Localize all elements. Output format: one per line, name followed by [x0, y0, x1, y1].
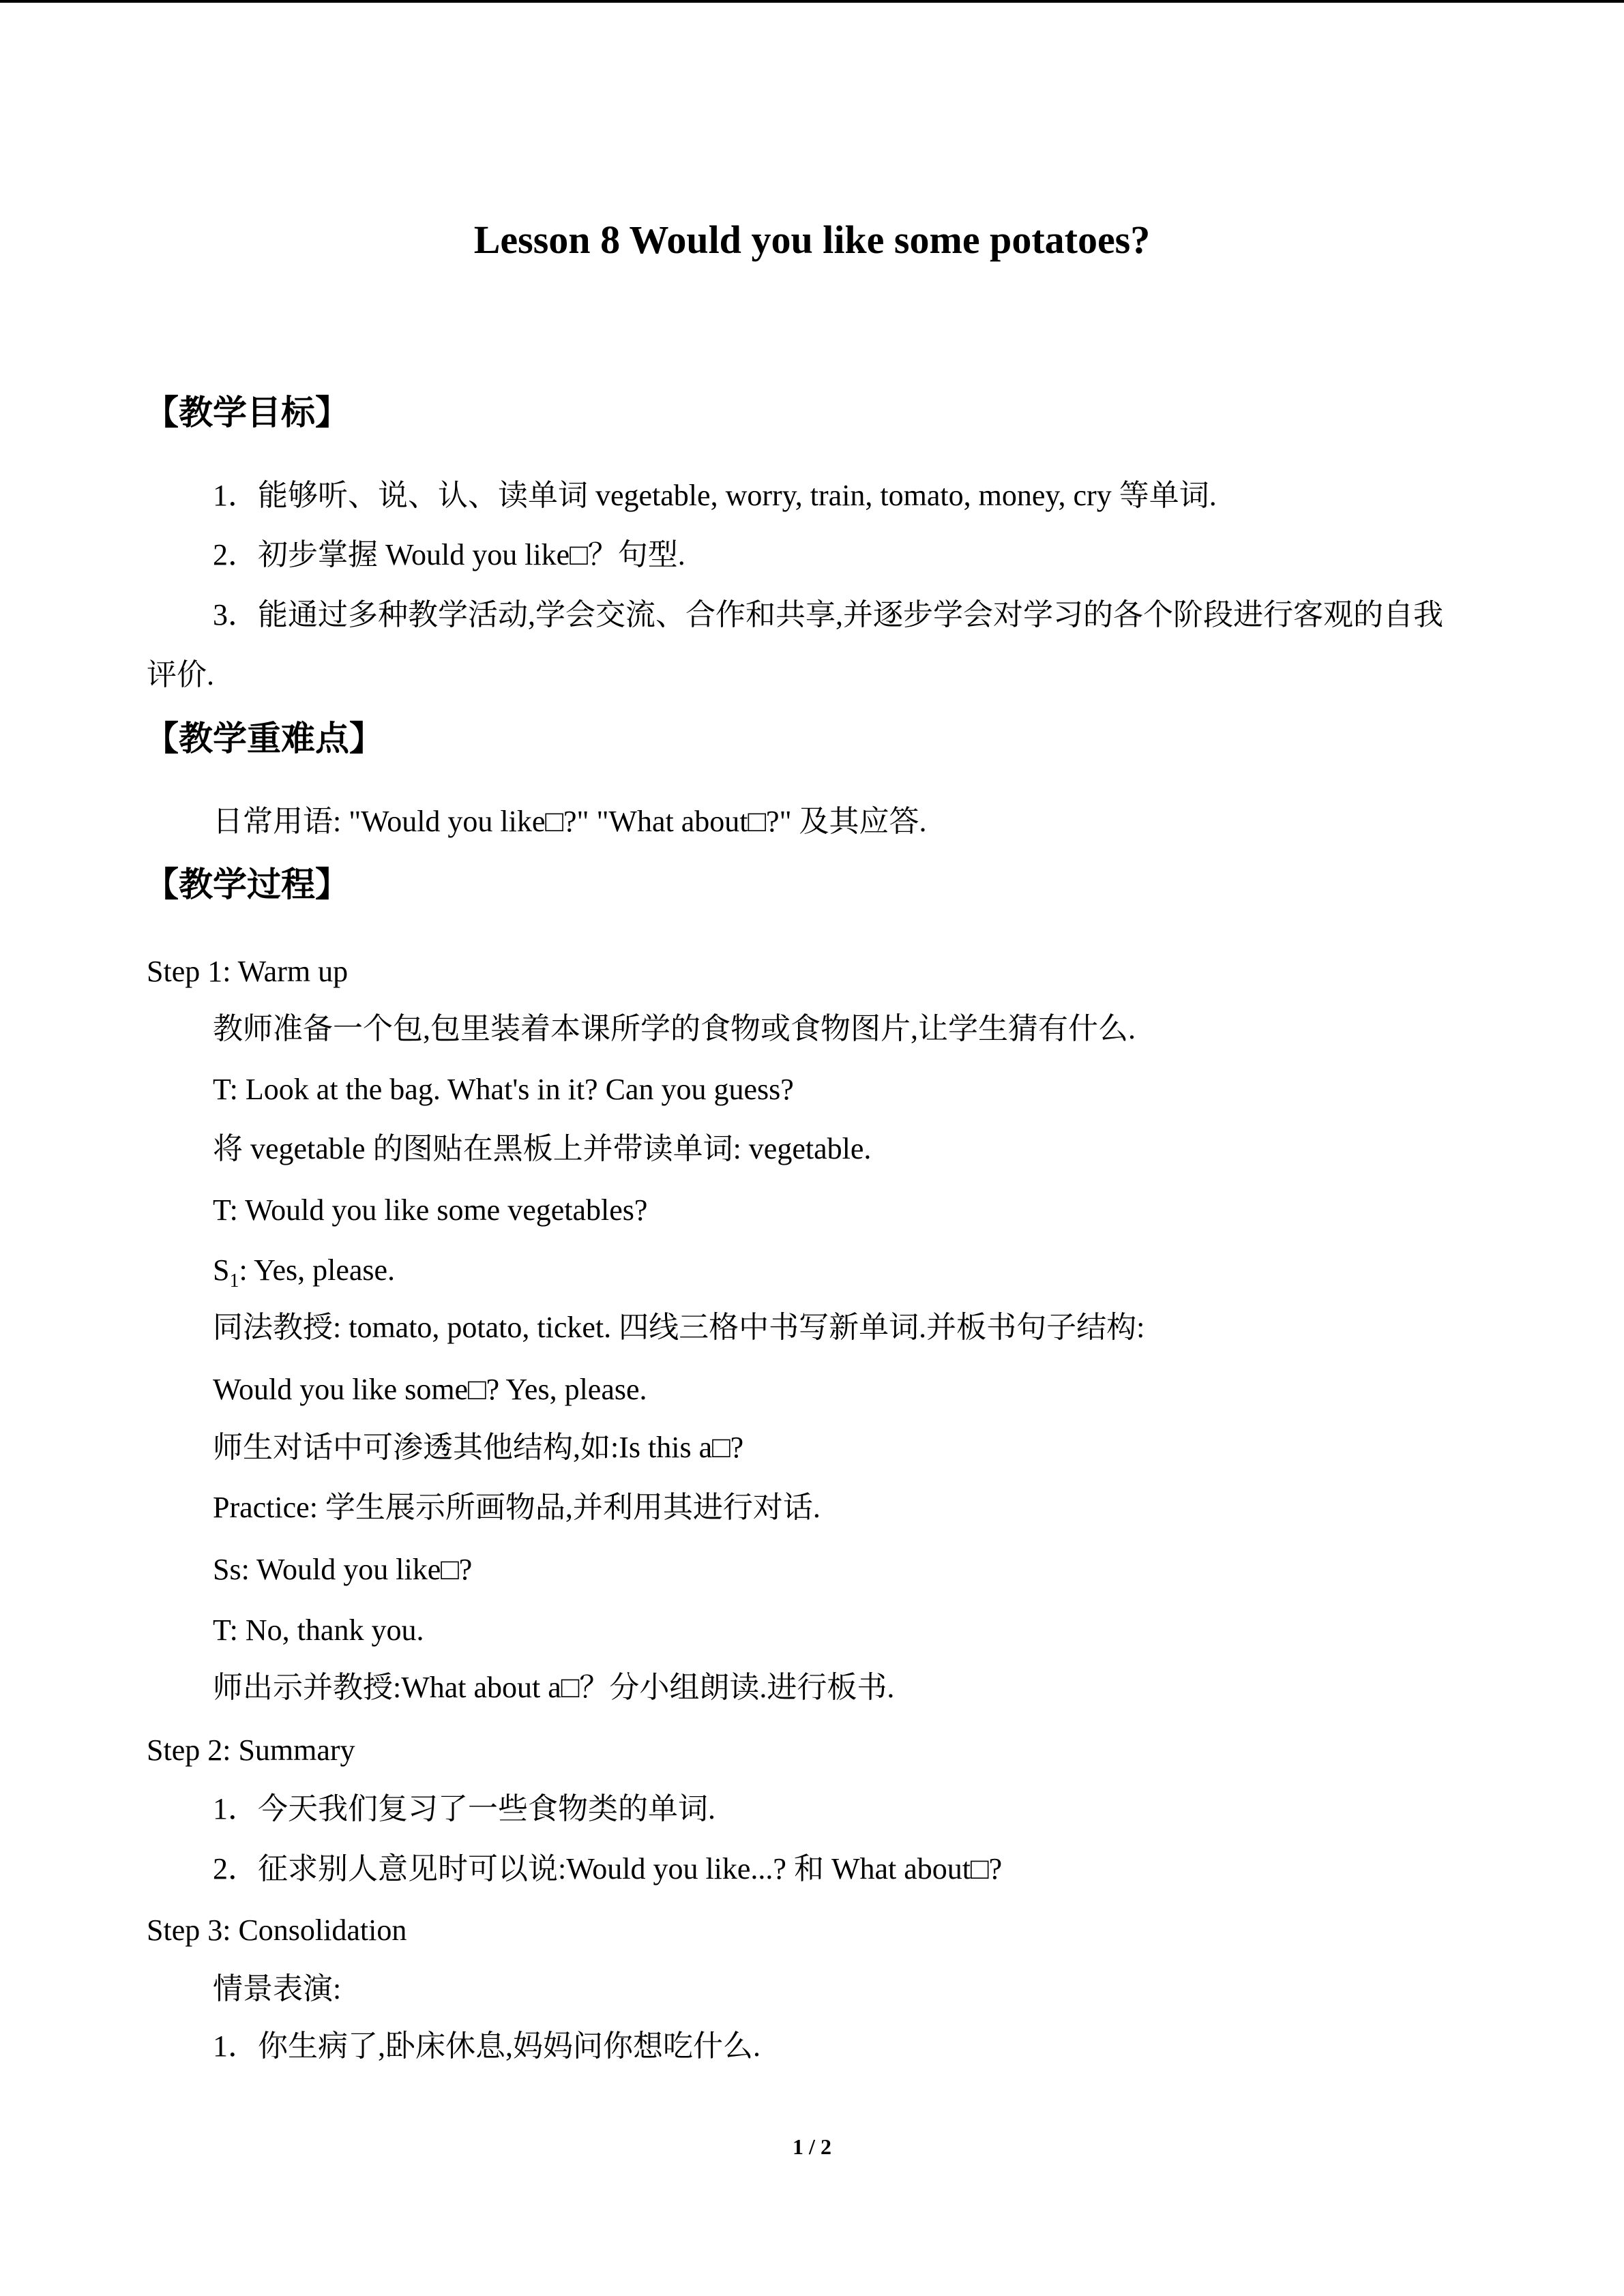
objective-1: 1．能够听、说、认、读单词 vegetable, worry, train, tomato, money, cry 等单词. — [213, 479, 1217, 512]
objective-3: 3．能通过多种教学活动,学会交流、合作和共享,并逐步学会对学习的各个阶段进行客观的自我评价. — [147, 598, 1443, 691]
step1-line-9: Ss: Would you like□? — [213, 1553, 473, 1586]
step1-line-8: Practice: 学生展示所画物品,并利用其进行对话. — [213, 1491, 821, 1524]
step3-line-2: 1．你生病了,卧床休息,妈妈问你想吃什么. — [213, 2029, 761, 2063]
step1-line-6: Would you like some□? Yes, please. — [213, 1373, 647, 1406]
step1-line-1: 教师准备一个包,包里装着本课所学的食物或食物图片,让学生猜有什么. — [213, 1012, 1136, 1045]
key-points-heading: 【教学重难点】 — [145, 719, 383, 758]
lesson-title: Lesson 8 Would you like some potatoes? — [473, 218, 1151, 262]
objectives-heading: 【教学目标】 — [145, 393, 349, 432]
step3-line-1: 情景表演: — [213, 1972, 342, 2006]
process-heading: 【教学过程】 — [145, 865, 349, 904]
top-border-line — [0, 0, 1624, 3]
objective-2: 2．初步掌握 Would you like□？句型. — [213, 538, 685, 571]
step1-line-10: T: No, thank you. — [213, 1613, 424, 1647]
step1-s1-line — [213, 1249, 395, 1302]
step2-line-1: 1．今天我们复习了一些食物类的单词. — [213, 1792, 715, 1825]
step3-title: Step 3: Consolidation — [147, 1913, 407, 1947]
step1-line-3: 将 vegetable 的图贴在黑板上并带读单词: vegetable. — [213, 1132, 872, 1165]
step1-line-5: 同法教授: tomato, potato, ticket. 四线三格中书写新单词.并板书句子结构: — [213, 1311, 1145, 1344]
step1-line-11: 师出示并教授:What about a□？分小组朗读.进行板书. — [213, 1671, 895, 1704]
s1-text: : Yes, please. — [239, 1253, 396, 1287]
step2-line-2: 2．征求别人意见时可以说:Would you like...? 和 What about□? — [213, 1852, 1003, 1885]
step1-title: Step 1: Warm up — [147, 955, 349, 988]
page-number: 1 / 2 — [793, 2134, 831, 2159]
step1-line-2: T: Look at the bag. What's in it? Can you guess? — [213, 1073, 794, 1106]
step1-line-7: 师生对话中可渗透其他结构,如:Is this a□? — [213, 1431, 744, 1464]
s1-label: S — [213, 1253, 230, 1287]
key-points-text: 日常用语: "Would you like□?" "What about□?" 及其应答. — [213, 805, 927, 838]
s1-subscript: 1 — [229, 1270, 239, 1292]
step2-title: Step 2: Summary — [147, 1733, 355, 1767]
step1-line-4: T: Would you like some vegetables? — [213, 1193, 648, 1227]
